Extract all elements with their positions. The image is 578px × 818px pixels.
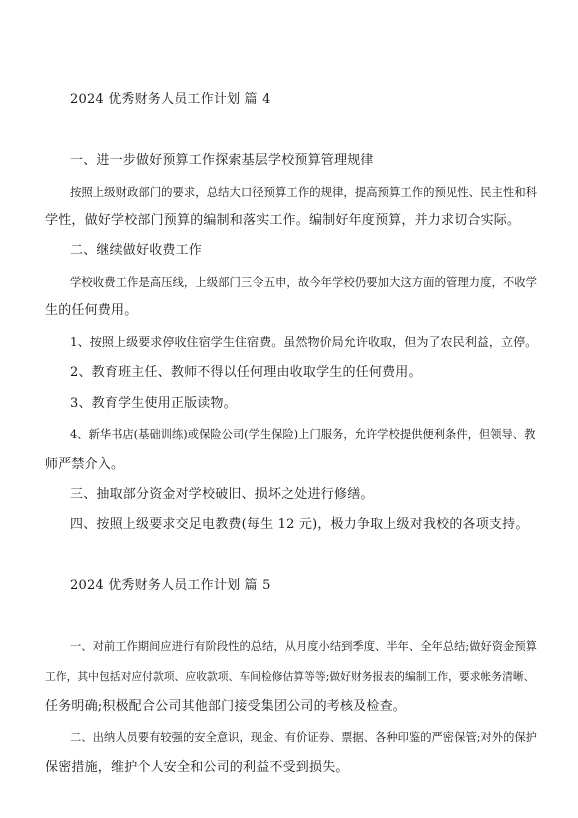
heading-4: 四、按照上级要求交足电教费(每生 12 元)，极力争取上级对我校的各项支持。 (70, 517, 529, 532)
list-item: 师严禁介入。 (45, 457, 125, 472)
list-item: 1、按照上级要求停收住宿学生住宿费。虽然物价局允许收取，但为了农民利益，立停。 (70, 335, 538, 349)
paragraph-line: 工作，其中包括对应付款项、应收款项、车间检修估算等等;做好财务报表的编制工作，要求帐务清晰、 (45, 670, 535, 683)
heading-3: 三、抽取部分资金对学校破旧、损坏之处进行修缮。 (70, 487, 374, 502)
paragraph-line: 二、出纳人员要有较强的安全意识，现金、有价证券、票据、各种印鉴的严密保管;对外的保护 (70, 731, 537, 744)
paragraph-line: 保密措施，维护个人安全和公司的利益不受到损失。 (45, 760, 349, 775)
paragraph-line: 学校收费工作是高压线，上级部门三令五申，故今年学校仍要加大这方面的管理力度，不收学 (70, 275, 538, 289)
list-item: 2、教育班主任、教师不得以任何理由收取学生的任何费用。 (70, 365, 422, 380)
section-title: 2024 优秀财务人员工作计划 篇 4 (70, 92, 271, 107)
list-item: 3、教育学生使用正版读物。 (70, 396, 237, 411)
paragraph-line: 学性，做好学校部门预算的编制和落实工作。编制好年度预算，并力求切合实际。 (45, 213, 521, 228)
heading-2: 二、继续做好收费工作 (70, 243, 203, 258)
paragraph-line: 生的任何费用。 (45, 303, 138, 318)
list-item: 4、新华书店(基础训练)或保险公司(学生保险)上门服务，允许学校提供便利条件，但领导、教 (70, 428, 536, 441)
paragraph-line: 任务明确;积极配合公司其他部门接受集团公司的考核及检查。 (45, 699, 406, 714)
paragraph-line: 一、对前工作期间应进行有阶段性的总结，从月度小结到季度、半年、全年总结;做好资金预算 (70, 640, 537, 653)
heading-1: 一、进一步做好预算工作探索基层学校预算管理规律 (70, 153, 374, 168)
section-title: 2024 优秀财务人员工作计划 篇 5 (70, 578, 271, 593)
paragraph-line: 按照上级财政部门的要求，总结大口径预算工作的规律，提高预算工作的预见性、民主性和科 (70, 185, 538, 199)
